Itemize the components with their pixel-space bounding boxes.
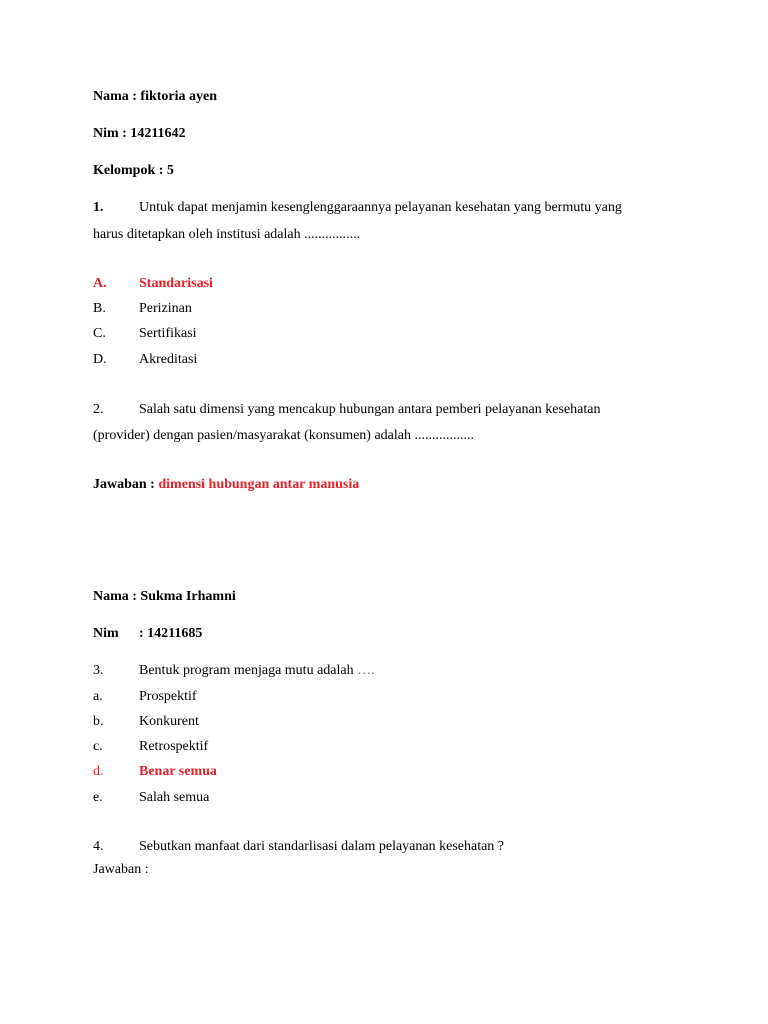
- q3-option-text: Konkurent: [139, 714, 199, 729]
- q3-option-letter: b.: [93, 714, 104, 729]
- q3-option-e: [93, 790, 209, 806]
- q3-option-letter: c.: [93, 739, 103, 754]
- q4-number: 4.: [93, 839, 104, 854]
- student1-nim: Nim : 14211642: [93, 126, 186, 141]
- q3-option-text: Prospektif: [139, 689, 197, 704]
- q2-line1: [93, 402, 600, 418]
- q3-option-d: [93, 764, 217, 780]
- q1-option-text: Akreditasi: [139, 352, 198, 367]
- student1-group: Kelompok : 5: [93, 163, 174, 178]
- student2-nim: [93, 626, 202, 642]
- student2-name: Nama : Sukma Irhamni: [93, 589, 236, 604]
- q1-option-text: Perizinan: [139, 301, 192, 316]
- q1-option-text: Sertifikasi: [139, 326, 197, 341]
- q3-dots: ….: [357, 663, 375, 678]
- q1-option-letter: B.: [93, 301, 106, 316]
- q4-text: Sebutkan manfaat dari standarlisasi dalam pelayanan kesehatan ?: [139, 839, 505, 854]
- q2-text-line1: Salah satu dimensi yang mencakup hubungan antara pemberi pelayanan kesehatan: [139, 402, 601, 417]
- q3-option-text: Benar semua: [139, 764, 217, 779]
- q3-option-letter: d.: [93, 764, 104, 779]
- q3-option-text: Salah semua: [139, 790, 210, 805]
- q1-text-line1: Untuk dapat menjamin kesenglenggaraannya pelayanan kesehatan yang bermutu yang: [139, 200, 622, 215]
- q1-number: 1.: [93, 200, 104, 215]
- q3-option-letter: e.: [93, 790, 103, 805]
- q1-option-letter: D.: [93, 352, 107, 367]
- q1-option-text: Standarisasi: [139, 276, 213, 291]
- q2-text-line2: (provider) dengan pasien/masyarakat (konsumen) adalah .................: [93, 428, 474, 443]
- q2-number: 2.: [93, 402, 104, 417]
- student1-name: Nama : fiktoria ayen: [93, 89, 218, 104]
- q1-option-c: [93, 326, 197, 342]
- q3-option-b: [93, 714, 199, 730]
- q3-option-c: [93, 739, 208, 755]
- student2-nim-value: : 14211685: [139, 626, 203, 641]
- q3-line: [93, 663, 375, 679]
- q2-answer-text: dimensi hubungan antar manusia: [158, 477, 360, 492]
- q1-text-line2: harus ditetapkan oleh institusi adalah ................: [93, 227, 361, 242]
- q3-option-letter: a.: [93, 689, 103, 704]
- q1-option-b: [93, 301, 192, 317]
- q1-option-a: [93, 276, 213, 292]
- q3-option-text: Retrospektif: [139, 739, 209, 754]
- q1-option-letter: A.: [93, 276, 107, 291]
- q3-number: 3.: [93, 663, 104, 678]
- q4-answer-label: Jawaban :: [93, 862, 149, 877]
- q2-answer: [93, 477, 359, 493]
- q4-line: [93, 839, 504, 855]
- q2-answer-label: Jawaban :: [93, 477, 155, 492]
- student2-nim-label: Nim: [93, 626, 119, 641]
- q1-option-letter: C.: [93, 326, 106, 341]
- q1-option-d: [93, 352, 197, 368]
- q3-text: Bentuk program menjaga mutu adalah: [139, 663, 354, 678]
- q1-line1: [93, 200, 622, 216]
- q3-option-a: [93, 689, 197, 705]
